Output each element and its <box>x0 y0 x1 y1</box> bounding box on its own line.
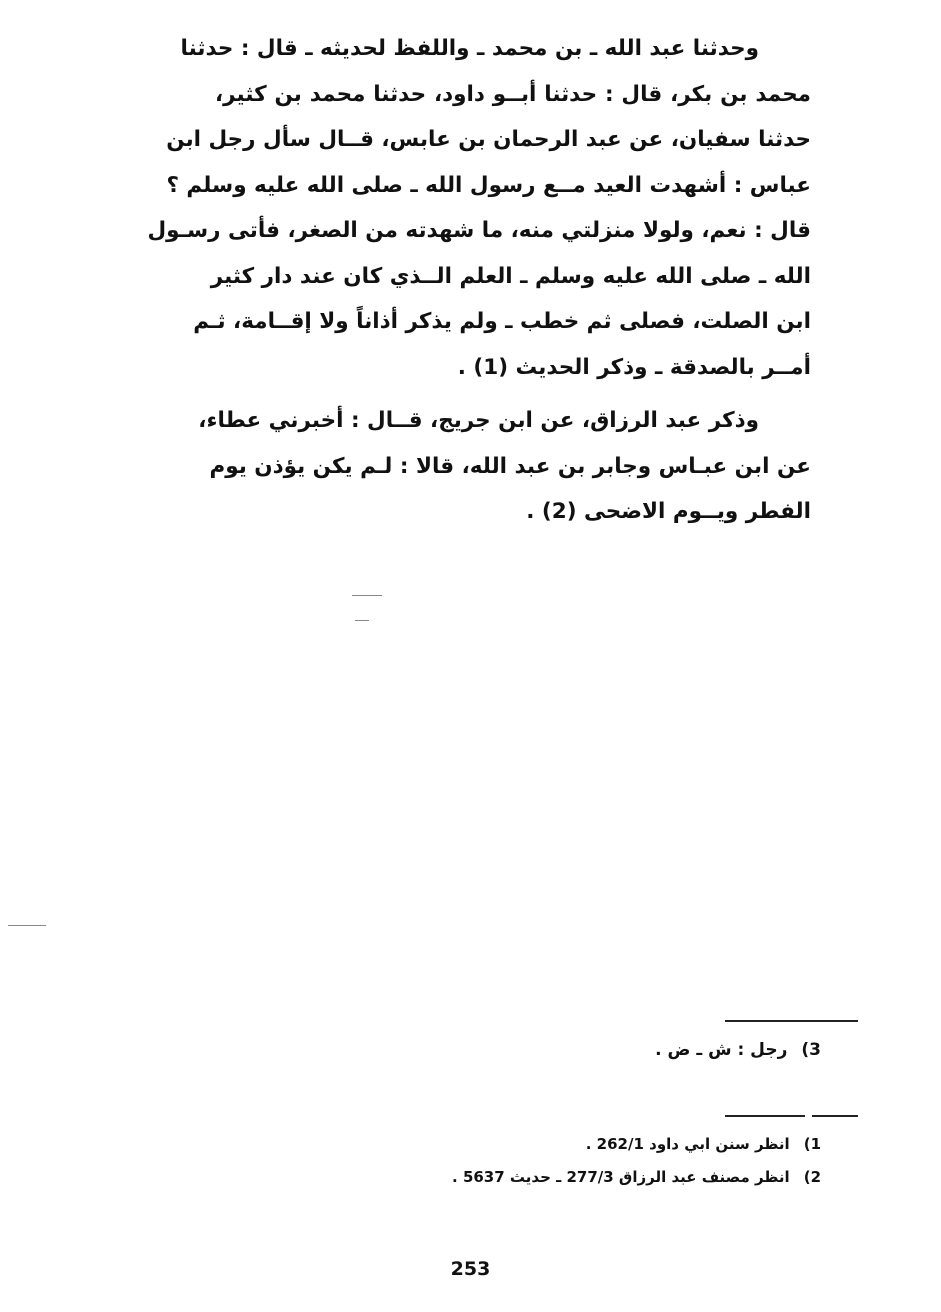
footnote-separator <box>812 1115 858 1117</box>
footnote-text: انظر سنن ابي داود 262/1 . <box>585 1135 790 1153</box>
text-line: أمــر بالصدقة ـ وذكر الحديث (1) . <box>457 354 811 380</box>
text-line: قال : نعم، ولولا منزلتي منه، ما شهدته من الصغر، فأتى رسـول <box>147 218 811 243</box>
text-line: وذكر عبد الرزاق، عن ابن جريج، قــال : أخبرني عطاء، <box>198 408 759 433</box>
text-line: حدثنا سفيان، عن عبد الرحمان بن عابس، قــال سأل رجل ابن <box>166 127 811 152</box>
footnote-2 <box>452 1168 821 1186</box>
footnote-number: 1) <box>803 1135 821 1153</box>
paragraph-1 <box>147 26 863 390</box>
scan-speck <box>352 595 382 596</box>
text-line: محمد بن بكر، قال : حدثنا أبــو داود، حدثنا محمد بن كثير، <box>215 81 811 107</box>
scan-speck <box>8 925 46 926</box>
text-line: ابن الصلت، فصلى ثم خطب ـ ولم يذكر أذاناً ولا إقــامة، ثـم <box>193 309 811 334</box>
variant-note-number: 3) <box>801 1040 821 1060</box>
paragraph-2 <box>198 398 863 535</box>
scan-speck <box>355 620 369 621</box>
page-number: 253 <box>450 1258 491 1280</box>
footnote-number: 2) <box>803 1168 821 1186</box>
note-separator <box>725 1020 858 1022</box>
text-line: عن ابن عبـاس وجابر بن عبد الله، قالا : لـم يكن يؤذن يوم <box>209 453 811 479</box>
text-line: الله ـ صلى الله عليه وسلم ـ العلم الــذي كان عند دار كثير <box>210 263 811 289</box>
footnote-1 <box>586 1135 821 1153</box>
footnote-text: انظر مصنف عبد الرزاق 277/3 ـ حديث 5637 . <box>452 1168 790 1186</box>
text-line: عباس : أشهدت العيد مــع رسول الله ـ صلى الله عليه وسلم ؟ <box>166 172 811 198</box>
text-line: وحدثنا عبد الله ـ بن محمد ـ واللفظ لحديثه ـ قال : حدثنا <box>180 36 759 61</box>
text-line: الفطر ويــوم الاضحى (2) . <box>526 499 811 524</box>
variant-note <box>655 1040 821 1060</box>
main-text <box>147 26 863 535</box>
footnote-separator <box>725 1115 805 1117</box>
variant-note-text: رجل : ش ـ ض . <box>655 1040 788 1060</box>
